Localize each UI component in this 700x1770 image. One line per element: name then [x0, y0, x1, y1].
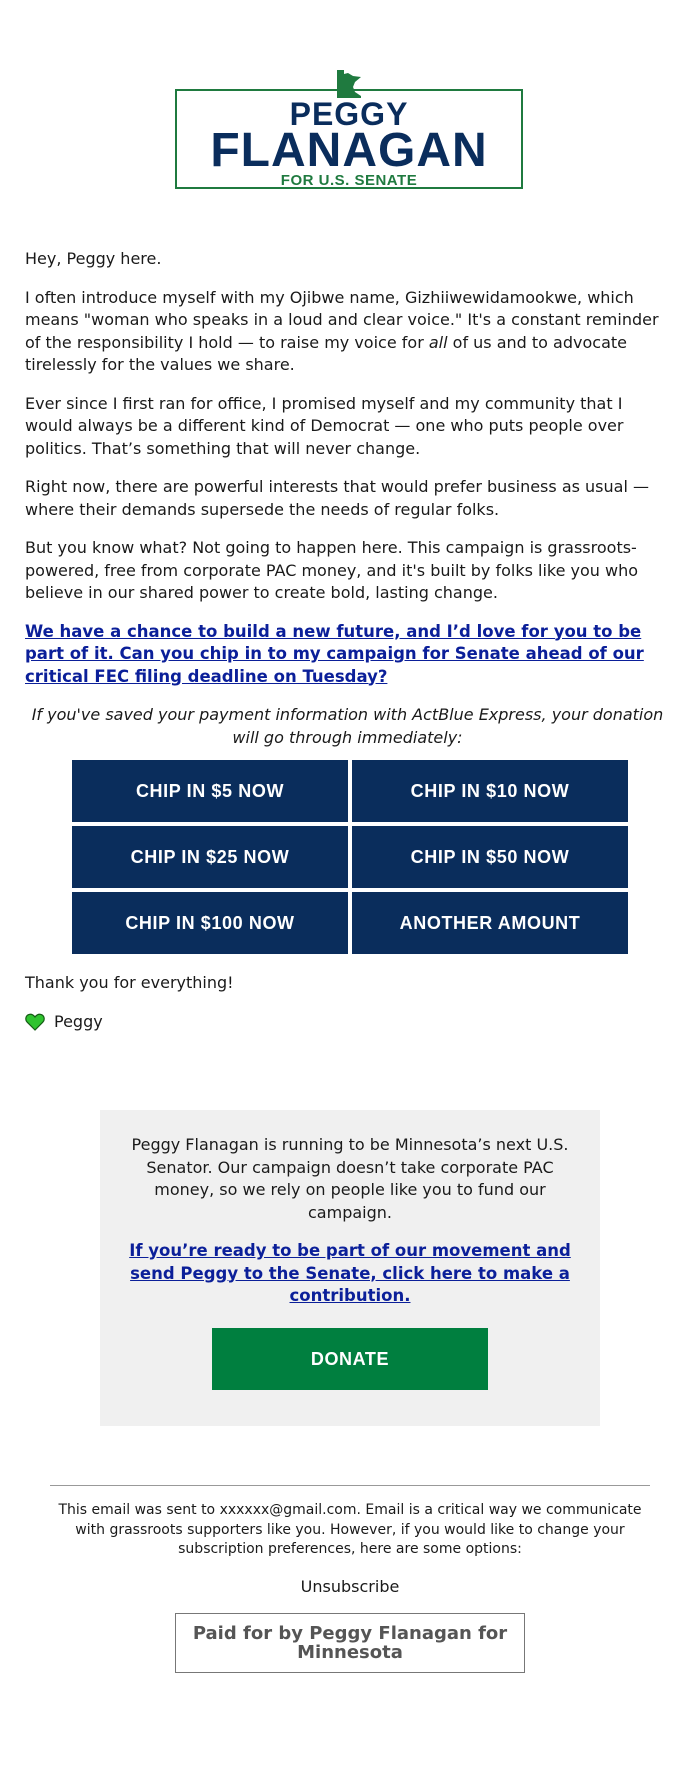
thanks-line: Thank you for everything! — [25, 973, 234, 992]
contribution-box-text: Peggy Flanagan is running to be Minnesota’s next U.S. Senator. Our campaign doesn’t take corporate PAC money, so we rely on people like you to fund our campaign. — [131, 1135, 569, 1222]
paragraph-ojibwe-name-start: I often introduce myself with my Ojibwe name, Gizhiiwewidamookwe, which means "woman who speaks in a loud and clear voice." It's a constant reminder of the responsibility I hold — to raise my voice for — [25, 287, 659, 352]
greeting: Hey, Peggy here. — [25, 249, 162, 268]
footer-divider — [50, 1485, 650, 1486]
chip-in-10-button[interactable]: CHIP IN $10 NOW — [352, 760, 628, 822]
logo-line-peggy: PEGGY — [289, 96, 409, 132]
contribution-box — [100, 1110, 600, 1426]
donation-button-grid — [72, 760, 628, 954]
email-body — [25, 248, 670, 765]
minnesota-state-icon — [335, 69, 363, 99]
paragraph-grassroots: But you know what? Not going to happen here. This campaign is grassroots-powered, free from corporate PAC money, and it's built by folks like you who believe in our shared power to create bold, lasting change. — [25, 538, 639, 602]
green-heart-icon — [25, 1013, 45, 1031]
logo-line-flanagan: FLANAGAN — [210, 124, 488, 177]
campaign-logo — [175, 89, 523, 189]
contribution-link[interactable]: If you’re ready to be part of our movement and send Peggy to the Senate, click here to make a contribution. — [129, 1241, 571, 1305]
actblue-express-note: If you've saved your payment information with ActBlue Express, your donation will go through immediately: — [31, 705, 664, 747]
chip-in-5-button[interactable]: CHIP IN $5 NOW — [72, 760, 348, 822]
paragraph-ojibwe-name — [25, 287, 670, 377]
donate-button[interactable]: DONATE — [212, 1328, 488, 1390]
logo-line-senate: FOR U.S. SENATE — [280, 172, 418, 189]
chip-in-50-button[interactable]: CHIP IN $50 NOW — [352, 826, 628, 888]
signature — [25, 1012, 103, 1031]
signature-name: Peggy — [54, 1012, 103, 1031]
chip-in-cta-link[interactable]: We have a chance to build a new future, and I’d love for you to be part of it. Can you chip in to my campaign for Senate ahead of our critical FEC filing deadline on Tuesday? — [25, 621, 644, 686]
footer-text: This email was sent to xxxxxx@gmail.com. Email is a critical way we communicate with grassroots supporters like you. However, if you would like to change your subscription preferences, here are some options: — [58, 1502, 642, 1557]
another-amount-button[interactable]: ANOTHER AMOUNT — [352, 892, 628, 954]
paid-for-disclaimer: Paid for by Peggy Flanagan for Minnesota — [175, 1613, 525, 1673]
chip-in-25-button[interactable]: CHIP IN $25 NOW — [72, 826, 348, 888]
chip-in-100-button[interactable]: CHIP IN $100 NOW — [72, 892, 348, 954]
unsubscribe-link[interactable]: Unsubscribe — [300, 1577, 400, 1596]
paragraph-different-democrat: Ever since I first ran for office, I promised myself and my community that I would always be a different kind of Democrat — one who puts people over politics. That’s something that will never change. — [25, 393, 624, 458]
paragraph-ojibwe-name-end: of us and to advocate tirelessly for the values we share. — [25, 332, 627, 374]
paragraph-powerful-interests: Right now, there are powerful interests that would prefer business as usual — where their demands supersede the needs of regular folks. — [25, 477, 649, 519]
emphasis-all: all — [428, 332, 448, 352]
